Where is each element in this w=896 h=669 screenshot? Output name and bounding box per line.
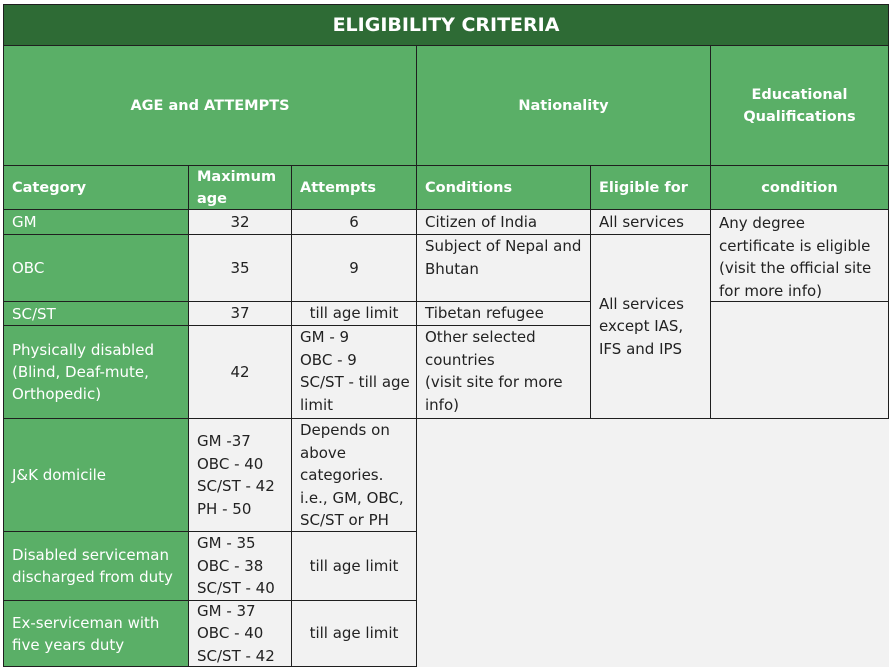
category-disabled-serviceman: Disabled serviceman discharged from duty (3, 531, 189, 601)
max-age-physically-disabled: 42 (188, 325, 292, 419)
column-header-eligible-for: Eligible for (590, 165, 711, 210)
attempts-gm: 6 (291, 209, 417, 235)
attempts-obc: 9 (291, 234, 417, 302)
max-age-gm: 32 (188, 209, 292, 235)
max-age-sc-st: 37 (188, 301, 292, 326)
category-jk-domicile: J&K domicile (3, 418, 189, 532)
max-age-jk-domicile: GM -37 OBC - 40 SC/ST - 42 PH - 50 (188, 418, 292, 532)
nationality-condition-tibetan: Tibetan refugee (416, 301, 591, 326)
nationality-condition-india: Citizen of India (416, 209, 591, 235)
nationality-condition-nepal-bhutan: Subject of Nepal and Bhutan (416, 234, 591, 302)
column-header-condition: condition (710, 165, 889, 210)
empty-region (417, 419, 889, 667)
category-ex-serviceman: Ex-serviceman with five years duty (3, 600, 189, 667)
attempts-ex-serviceman: till age limit (291, 600, 417, 667)
education-blank-cell (710, 301, 889, 419)
column-header-conditions: Conditions (416, 165, 591, 210)
attempts-disabled-serviceman: till age limit (291, 531, 417, 601)
max-age-ex-serviceman: GM - 37 OBC - 40 SC/ST - 42 (188, 600, 292, 667)
attempts-sc-st: till age limit (291, 301, 417, 326)
nationality-eligible-all: All services (590, 209, 711, 235)
group-header-age-attempts: AGE and ATTEMPTS (3, 45, 417, 166)
nationality-eligible-except: All services except IAS, IFS and IPS (590, 234, 711, 419)
category-gm: GM (3, 209, 189, 235)
education-condition: Any degree certificate is eligible (visit the official site for more info) (710, 209, 889, 302)
category-physically-disabled: Physically disabled (Blind, Deaf-mute, Orthopedic) (3, 325, 189, 419)
group-header-nationality: Nationality (416, 45, 711, 166)
max-age-obc: 35 (188, 234, 292, 302)
attempts-physically-disabled: GM - 9 OBC - 9 SC/ST - till age limit (291, 325, 417, 419)
category-obc: OBC (3, 234, 189, 302)
table-title: ELIGIBILITY CRITERIA (3, 4, 889, 46)
nationality-condition-other-countries: Other selected countries (visit site for more info) (416, 325, 591, 419)
column-header-max-age: Maximum age (188, 165, 292, 210)
group-header-education: Educational Qualifications (710, 45, 889, 166)
column-header-attempts: Attempts (291, 165, 417, 210)
category-sc-st: SC/ST (3, 301, 189, 326)
max-age-disabled-serviceman: GM - 35 OBC - 38 SC/ST - 40 (188, 531, 292, 601)
attempts-jk-domicile: Depends on above categories. i.e., GM, OBC, SC/ST or PH (291, 418, 417, 532)
column-header-category: Category (3, 165, 189, 210)
